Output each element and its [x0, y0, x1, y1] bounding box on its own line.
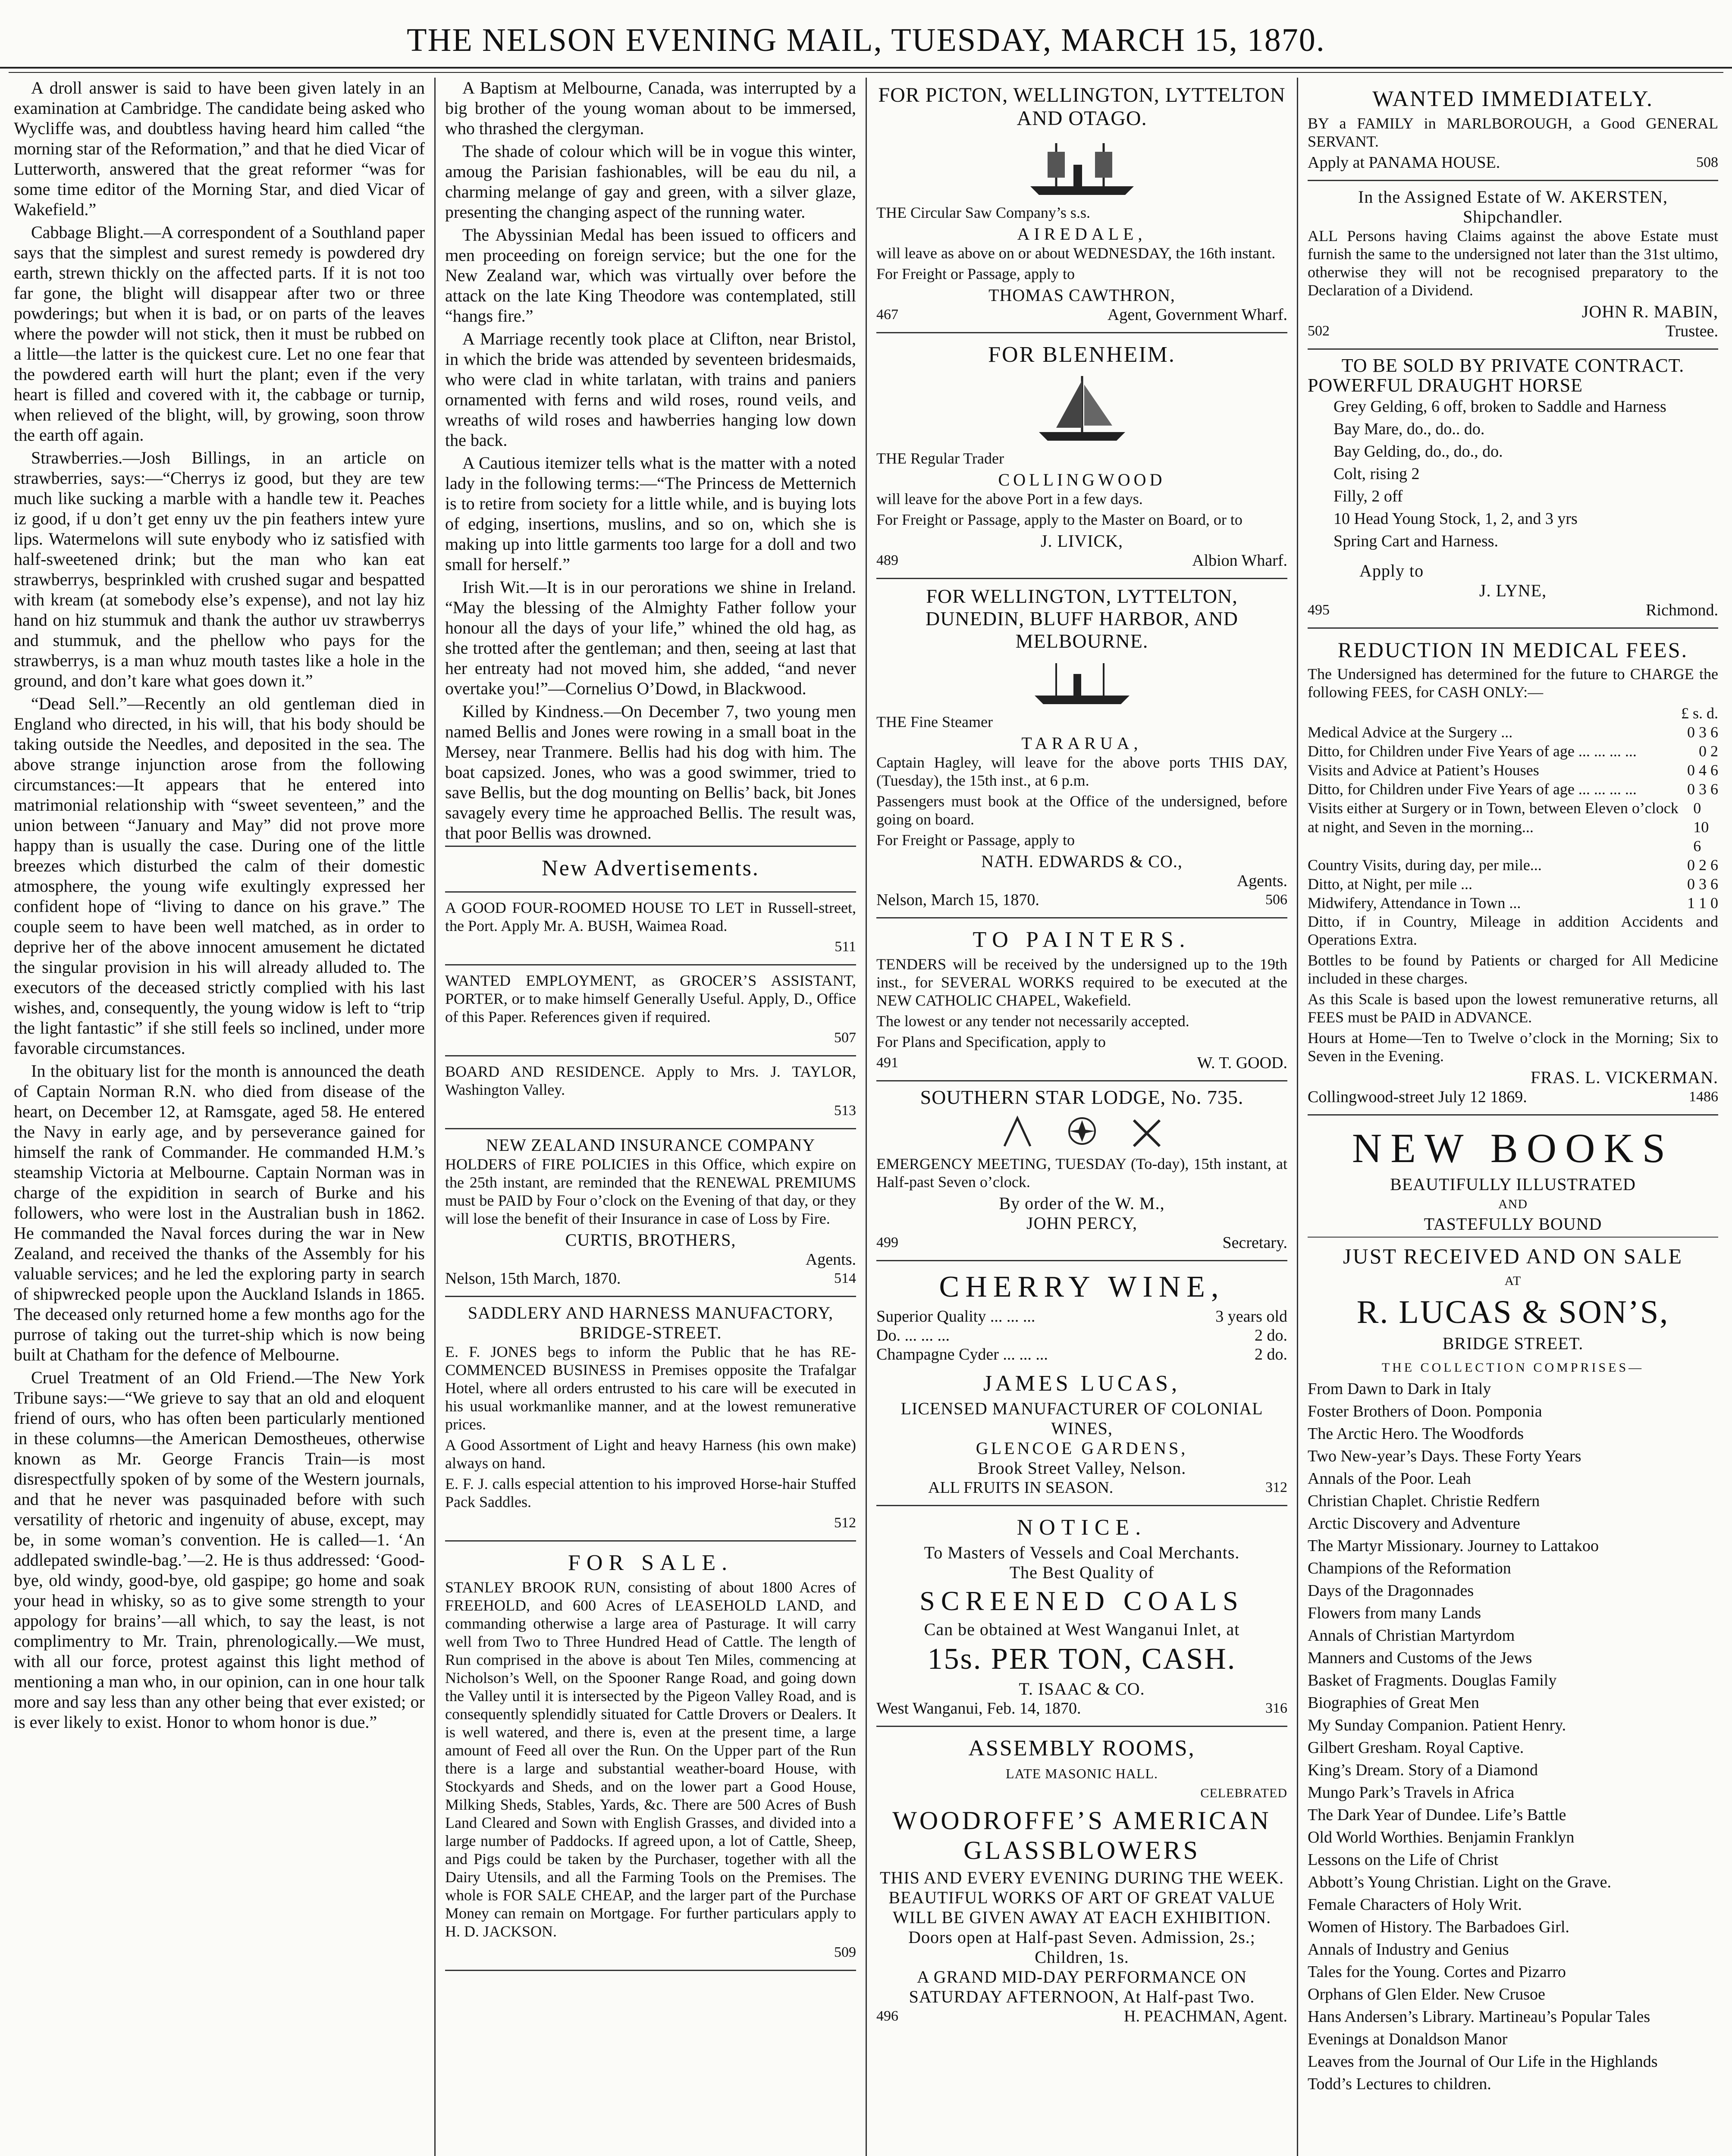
ad-employment-ref: 507 — [834, 1030, 856, 1046]
fee-value: 1 1 0 — [1687, 894, 1718, 912]
article-cruel-treatment: Cruel Treatment of an Old Friend.—The New York Tribune says:—“We grieve to say that an old and eloquent friend of ours, who has often been particularly mentioned in these columns—the American Demostheues, otherwise known as Mr. George Francis Train—is most disrespectfully spoken of by some of the Western journals, and that he never was pasquinaded before with such versatility of rhetoric and ingenuity of abuse, except, may be, in some woman’s convention. He is called—1. ‘An addlepated swindle-bag.’—2. He is thus addressed: ‘Good-bye, old windy, good-bye, old gaspipe; go home and soak your head in whisky, so as to give some strength to your appology for brains’—all which, to say the least, is not complimentry to Mr. Train, phrenologically.—We must, with all our force, protest against this light method of mentioning a man who, in our opinion, can in one hour talk more and say less than any other being that ever existed; or is ever likely to exist. Honor to whom honor is due.” — [14, 1368, 425, 1732]
ad-saddlery-ref: 512 — [834, 1515, 856, 1531]
ad-books-and: AND — [1498, 1197, 1528, 1211]
ad-wellington-sign: NATH. EDWARDS & CO., — [981, 852, 1183, 871]
ad-wellington-ref: 506 — [1265, 892, 1287, 908]
ad-saddlery-title: SADDLERY AND HARNESS MANUFACTORY, BRIDGE-STREET. — [468, 1303, 834, 1342]
ad-lodge-body: EMERGENCY MEETING, TUESDAY (To-day), 15th instant, at Half-past Seven o’clock. — [876, 1155, 1287, 1191]
ad-estate-body: ALL Persons having Claims against the above Estate must furnish the same to the undersigned not later than the 31st ultimo, otherwise they will not be recognised preparatory to the Declaration of a Dividend. — [1308, 227, 1718, 299]
ad-insurance-agents: Agents. — [805, 1250, 856, 1269]
ad-estate-title: In the Assigned Estate of W. AKERSTEN, Shipchandler. — [1358, 187, 1668, 226]
ad-wellington-body1: THE Fine Steamer — [876, 713, 993, 730]
ad-picton-body3: For Freight or Passage, apply to — [876, 265, 1075, 282]
ad-house-ref: 511 — [835, 939, 856, 955]
fee-label: Ditto, for Children under Five Years of age ... ... ... ... — [1308, 743, 1637, 760]
ad-notice-to: To Masters of Vessels and Coal Merchants. — [924, 1543, 1240, 1562]
ad-lodge-sign: JOHN PERCY, — [1026, 1213, 1137, 1233]
ad-lodge-sec: Secretary. — [1222, 1234, 1287, 1252]
list-item: Abbott’s Young Christian. Light on the Grave. — [1308, 1873, 1612, 1891]
list-item: Female Characters of Holy Writ. — [1308, 1896, 1522, 1914]
ad-private-ref: 495 — [1308, 602, 1330, 618]
ad-estate-ref: 502 — [1308, 323, 1330, 339]
list-item: Lessons on the Life of Christ — [1308, 1851, 1499, 1869]
ad-notice-body: Can be obtained at West Wanganui Inlet, at — [924, 1620, 1240, 1639]
ad-lodge-order: By order of the W. M., — [999, 1194, 1165, 1213]
masonic-emblem-icon — [992, 1112, 1173, 1150]
ad-assembly-doors: Doors open at Half-past Seven. Admission, 2s.; Children, 1s. — [908, 1927, 1255, 1967]
ad-wanted — [1308, 78, 1718, 181]
ad-lucas-sub: LICENSED MANUFACTURER OF COLONIAL WINES, — [901, 1399, 1263, 1438]
list-item: Bay Gelding, do., do., do. — [1334, 442, 1503, 461]
ad-books-received: JUST RECEIVED AND ON SALE — [1308, 1237, 1718, 1269]
article-captain-norman: In the obituary list for the month is announced the death of Captain Norman R.N. who died from disease of the heart, on December 12, at Ramsgate, aged 58. He entered the Navy in early age, and by perseverance gained for himself the rank of Commander. He commanded H.M.’s steamship Victoria at Melbourne. Captain Norman was in charge of the expidition in search of Burke and his followers, who were lost in the Australian bush in 1862. He commanded the Naval forces during the war in New Zealand, and received the thanks of the Assembly for his valuable services; and he led the exploring party in search of shipwrecked people upon the Auckland Islands in 1865. The deceased only returned home a few months ago for the purrose of taking out the turret-ship which is now being built at Chatham for the defence of Melbourne. — [14, 1061, 425, 1364]
list-item: Grey Gelding, 6 off, broken to Saddle and Harness — [1334, 398, 1666, 416]
ad-house-text: A GOOD FOUR-ROOMED HOUSE TO LET in Russell-street, the Port. Apply Mr. A. BUSH, Waimea Road. — [445, 899, 856, 934]
ad-notice-sign: T. ISAAC & CO. — [1019, 1679, 1145, 1698]
fee-row — [1308, 780, 1718, 799]
fee-value: 0 3 6 — [1687, 780, 1718, 798]
ad-insurance-ref: 514 — [834, 1270, 856, 1286]
ad-for-sale-ref: 509 — [834, 1944, 856, 1960]
ad-fees-addr: Collingwood-street July 12 1869. — [1308, 1088, 1527, 1106]
ad-books-sub2: TASTEFULLY BOUND — [1424, 1214, 1602, 1234]
ad-assembly-celebrated: CELEBRATED — [1200, 1786, 1287, 1800]
masthead-title: THE NELSON EVENING MAIL, TUESDAY, MARCH 15, 1870. — [407, 22, 1325, 58]
ad-assembly-mid: A GRAND MID-DAY PERFORMANCE ON SATURDAY AFTERNOON, At Half-past Two. — [909, 1967, 1255, 2006]
ad-assembly-sign: H. PEACHMAN, Agent. — [1124, 2007, 1287, 2025]
fee-label: Country Visits, during day, per mile... — [1308, 856, 1542, 874]
list-item: Evenings at Donaldson Manor — [1308, 2030, 1508, 2048]
ad-wellington-agents: Agents. — [1236, 872, 1287, 890]
list-item: Flowers from many Lands — [1308, 1604, 1481, 1622]
private-items — [1308, 395, 1718, 552]
article-strawberries: Strawberries.—Josh Billings, in an article on strawberries, says:—“Cherrys iz good, but they are tew much like sucking a marble with a handle tew it. Peaches iz good, if u don’t get enny uv the pin feathers intew yure lips. Watermelons will sute enybody who iz satisfied with half-sweetened drink; but the man who kan eat strawberrys, besprinkled with crushed sugar and bespatted with kream (at somebody else’s expense), and not lay hiz hand on hiz stummuk and thank the author uv strawberrys and stummuk, and the phellow who pays for the strawberrys, is a man whuz mouth tastes like a hole in the ground, and don’t kare what goes down it.” — [14, 448, 425, 690]
fee-label: Midwifery, Attendance in Town ... — [1308, 894, 1521, 912]
ad-assembly-ref: 496 — [876, 2008, 898, 2024]
ad-private-title: TO BE SOLD BY PRIVATE CONTRACT. — [1341, 355, 1685, 376]
ad-painters-title: TO PAINTERS. — [973, 928, 1191, 952]
list-item: Hans Andersen’s Library. Martineau’s Popular Tales — [1308, 2008, 1650, 2026]
fee-label: Ditto, at Night, per mile ... — [1308, 875, 1472, 893]
cherry-row-value: 3 years old — [1215, 1307, 1287, 1326]
list-item: Two New-year’s Days. These Forty Years — [1308, 1447, 1581, 1465]
ad-board-ref: 513 — [834, 1103, 856, 1119]
ad-estate-role: Trustee. — [1665, 322, 1718, 340]
ad-painters — [876, 918, 1287, 1081]
ad-picton-ship: AIREDALE, — [1017, 224, 1147, 244]
ad-blenheim-ship: COLLINGWOOD — [998, 470, 1166, 489]
cherry-row-value: 2 do. — [1255, 1345, 1287, 1363]
new-ads-title: New Advertisements. — [542, 856, 759, 881]
ad-picton — [876, 78, 1287, 333]
fee-row — [1308, 856, 1718, 874]
ad-lucas-gardens: GLENCOE GARDENS, — [976, 1438, 1188, 1458]
ad-wellington-title: FOR WELLINGTON, LYTTELTON, DUNEDIN, BLUFF HARBOR, AND MELBOURNE. — [925, 585, 1238, 652]
ad-blenheim-sign: J. LIVICK, — [1040, 531, 1123, 551]
ad-blenheim — [876, 333, 1287, 579]
ad-fees-ref: 1486 — [1689, 1089, 1718, 1105]
list-item: Leaves from the Journal of Our Life in the Highlands — [1308, 2053, 1658, 2071]
ad-cherry-title: CHERRY WINE, — [939, 1270, 1225, 1304]
ad-wanted-body: BY a FAMILY in MARLBOROUGH, a Good GENERAL SERVANT. — [1308, 115, 1718, 150]
list-item: The Dark Year of Dundee. Life’s Battle — [1308, 1806, 1566, 1824]
ad-books-collection: THE COLLECTION COMPRISES— — [1381, 1360, 1644, 1375]
ad-employment — [445, 965, 856, 1056]
ad-painters-sign: W. T. GOOD. — [1197, 1054, 1287, 1072]
fee-value: 0 4 6 — [1687, 761, 1718, 779]
ad-picton-sign: THOMAS CAWTHRON, — [988, 285, 1175, 305]
fee-row — [1308, 874, 1718, 893]
masthead-rule — [9, 72, 1723, 73]
cherry-row-label: Do. ... ... ... — [876, 1326, 950, 1344]
ad-private-contract — [1308, 350, 1718, 629]
list-item: Basket of Fragments. Douglas Family — [1308, 1671, 1557, 1689]
ad-notice-title: NOTICE. — [1017, 1515, 1147, 1540]
cherry-row-value: 2 do. — [1255, 1326, 1287, 1344]
ad-board — [445, 1056, 856, 1129]
list-item: From Dawn to Dark in Italy — [1308, 1380, 1491, 1398]
sailing-ship-icon — [1030, 372, 1134, 445]
ad-books-sub1: BEAUTIFULLY ILLUSTRATED — [1390, 1175, 1636, 1194]
ad-lodge — [876, 1081, 1287, 1261]
ad-picton-body1: THE Circular Saw Company’s s.s. — [876, 204, 1090, 221]
ad-books-at: AT — [1504, 1274, 1522, 1288]
list-item: Annals of Christian Martyrdom — [1308, 1626, 1515, 1645]
ad-cherry-wine — [876, 1261, 1287, 1506]
list-item: Bay Mare, do., do.. do. — [1334, 420, 1485, 438]
steamer-icon — [1030, 657, 1134, 708]
ad-assembly-week: THIS AND EVERY EVENING DURING THE WEEK. — [879, 1868, 1284, 1887]
article-cabbage-blight: Cabbage Blight.—A correspondent of a Southland paper says that the simplest and surest remedy is powdered dry earth, strewn thickly on the affected parts. If it is not too far gone, the blight will disappear after two or three powderings; but when it is bad, or on parts of the leaves where the powder will not stick, then it must be rubbed on a little—the latter is the quickest cure. Let no one fear that the powdered earth will hurt the plant; even if the very heart is filled and covered with it, the cabbage or turnip, when relieved of the blight, will, by growing, soon throw the earth off again. — [14, 222, 425, 445]
ad-picton-title: FOR PICTON, WELLINGTON, LYTTELTON AND OTAGO. — [878, 84, 1286, 130]
cherry-row — [876, 1326, 1287, 1345]
list-item: Manners and Customs of the Jews — [1308, 1649, 1532, 1667]
fee-row — [1308, 742, 1718, 761]
column-2 — [436, 78, 867, 2156]
article-wycliffe: A droll answer is said to have been given lately in an examination at Cambridge. The candidate being asked who Wycliffe was, and doubtless having heard him called “the morning star of the Reformation,” and that he died Vicar of Lutterworth, answered that the great reformer “was for some time editor of the Morning Star, and died Vicar of Wakefield.” — [14, 78, 425, 219]
ad-wanted-ref: 508 — [1696, 154, 1718, 170]
ad-fees-hours: Hours at Home—Ten to Twelve o’clock in the Morning; Six to Seven in the Evening. — [1308, 1029, 1718, 1065]
ad-picton-body2: will leave as above on or about WEDNESDAY, the 16th instant. — [876, 244, 1276, 262]
ad-private-apply: Apply to — [1359, 561, 1424, 580]
ad-blenheim-ref: 489 — [876, 552, 898, 568]
article-killed-by-kindness: Killed by Kindness.—On December 7, two young men named Bellis and Jones were rowing in a small boat in the Mersey, near Tranmere. Bellis had his dog with him. The boat capsized. Jones, who was a good swimmer, tried to save Bellis, but the dog mounting on Bellis’ back, bit Jones savagely every time he approached Bellis. The result was, that poor Bellis was drowned. — [445, 702, 856, 843]
ad-picton-ref: 467 — [876, 307, 898, 323]
fee-row — [1308, 761, 1718, 780]
ad-lucas-name: JAMES LUCAS, — [983, 1371, 1181, 1396]
ad-notice-best: The Best Quality of — [1009, 1563, 1155, 1582]
column-3 — [867, 78, 1298, 2156]
article-marriage: A Marriage recently took place at Clifton, near Bristol, in which the bride was attended by seventeen bridesmaids, who were clad in white tarlatan, with trains and paniers ornamented with ferns and wild roses, round veils, and wreaths of wild roses and hawberries hanging low down the back. — [445, 329, 856, 450]
ad-insurance-title: NEW ZEALAND INSURANCE COMPANY — [486, 1135, 816, 1155]
list-item: Women of History. The Barbadoes Girl. — [1308, 1918, 1569, 1936]
ad-for-sale-title: FOR SALE. — [568, 1551, 734, 1575]
ad-saddlery-body3: E. F. J. calls especial attention to his improved Horse-hair Stuffed Pack Saddles. — [445, 1475, 856, 1510]
article-irish-wit: Irish Wit.—It is in our perorations we shine in Ireland. “May the blessing of the Almighty Father follow your honour all the days of your life,” whined the old hag, as she trotted after the gentleman; and then, seeing at last that her entreaty had not moved him, she added, “and never overtake you!”—Cornelius O’Dowd, in Blackwood. — [445, 577, 856, 698]
ad-blenheim-body2: will leave for the above Port in a few days. — [876, 490, 1143, 508]
ad-assembly-works: BEAUTIFUL WORKS OF ART OF GREAT VALUE WILL BE GIVEN AWAY AT EACH EXHIBITION. — [888, 1888, 1275, 1927]
ad-blenheim-body1: THE Regular Trader — [876, 450, 1004, 467]
list-item: The Martyr Missionary. Journey to Lattakoo — [1308, 1537, 1599, 1555]
ad-lucas-fruits: ALL FRUITS IN SEASON. — [928, 1479, 1114, 1497]
new-ads-header — [445, 846, 856, 893]
ad-wellington-body3: Passengers must book at the Office of the undersigned, before going on board. — [876, 793, 1287, 828]
list-item: Days of the Dragonnades — [1308, 1582, 1474, 1600]
ad-assembly-name: WOODROFFE’S AMERICAN GLASSBLOWERS — [892, 1806, 1271, 1865]
list-item: Old World Worthies. Benjamin Franklyn — [1308, 1828, 1575, 1846]
ad-for-sale — [445, 1542, 856, 1971]
ad-fees-bottles: Bottles to be found by Patients or charged for All Medicine included in these charges. — [1308, 952, 1718, 987]
steamship-icon — [1022, 135, 1142, 199]
fees-header: £ s. d. — [1681, 705, 1718, 722]
fee-value: 0 2 6 — [1687, 856, 1718, 874]
ad-lodge-ref: 499 — [876, 1235, 898, 1250]
ad-notice-date: West Wanganui, Feb. 14, 1870. — [876, 1699, 1081, 1717]
ad-insurance-body: HOLDERS of FIRE POLICIES in this Office, which expire on the 25th instant, are reminded that the RENEWAL PREMIUMS must be PAID by Four o’clock on the Evening of that day, or they will lose the benefit of their Insurance in case of Loss by Fire. — [445, 1156, 856, 1227]
column-1 — [4, 78, 436, 2156]
ad-medical-fees — [1308, 629, 1718, 1116]
ad-notice-coals: SCREENED COALS — [919, 1586, 1244, 1616]
ad-private-sign: J. LYNE, — [1479, 581, 1547, 600]
masthead — [0, 22, 1732, 69]
ad-board-text: BOARD AND RESIDENCE. Apply to Mrs. J. TAYLOR, Washington Valley. — [445, 1063, 856, 1098]
article-dead-sell: “Dead Sell.”—Recently an old gentleman died in England who directed, in his will, that his body should be taking outside the Needles, and deposited in the sea. The above strange injunction arose from the following circumstances:—It appears that he entered into matrimonial relationship with “sweet seventeen,” and the union between “January and May” did not prove more happy than is usually the case. During one of the little breezes which disturbed the calm of their domestic atmosphere, the young wife exultingly expressed her confident hope of “living to dance on his grave.” The couple seem to have been well matched, as in order to deprive her of the above innocent amusement he dictated the singular provision in his will already alluded to. The executors of the deceased strictly complied with his last wishes, and, consequently, the young widow is left to “trip the light fantastic” if she still feels so inclined, under more favorable circumstances. — [14, 694, 425, 1058]
ad-picton-agent: Agent, Government Wharf. — [1107, 306, 1287, 324]
ad-blenheim-title: FOR BLENHEIM. — [988, 342, 1176, 367]
ad-fees-intro: The Undersigned has determined for the future to CHARGE the following FEES, for CASH ONLY:— — [1308, 665, 1718, 701]
article-medal: The Abyssinian Medal has been issued to officers and men proceeding on foreign service; but the one for the New Zealand war, which was virtually over before the attack on the late King Theodore was contemplated, still “hangs fire.” — [445, 225, 856, 326]
ad-insurance-sign: CURTIS, BROTHERS, — [565, 1230, 736, 1250]
ad-fees-title: REDUCTION IN MEDICAL FEES. — [1337, 638, 1688, 662]
list-item: Orphans of Glen Elder. New Crusoe — [1308, 1985, 1545, 2003]
list-item: 10 Head Young Stock, 1, 2, and 3 yrs — [1334, 510, 1578, 528]
list-item: Biographies of Great Men — [1308, 1694, 1479, 1712]
article-baptism: A Baptism at Melbourne, Canada, was interrupted by a big brother of the young woman about to be immersed, who thrashed the clergyman. — [445, 78, 856, 138]
list-item: Colt, rising 2 — [1334, 465, 1420, 483]
fee-row — [1308, 723, 1718, 742]
ad-saddlery — [445, 1297, 856, 1542]
ad-private-place: Richmond. — [1646, 601, 1718, 619]
ad-painters-body: TENDERS will be received by the undersigned up to the 19th inst., for SEVERAL WORKS required to be executed at the NEW CATHOLIC CHAPEL, Wakefield. — [876, 956, 1287, 1009]
list-item: Foster Brothers of Doon. Pomponia — [1308, 1402, 1542, 1420]
ad-books-shop: R. LUCAS & SON’S, — [1356, 1294, 1669, 1330]
ad-lucas-addr: Brook Street Valley, Nelson. — [977, 1458, 1186, 1478]
ad-wellington-ship: TARARUA, — [1021, 733, 1142, 753]
list-item: Filly, 2 off — [1334, 487, 1403, 505]
ad-house-to-let — [445, 893, 856, 965]
ad-for-sale-body: STANLEY BROOK RUN, consisting of about 1800 Acres of FREEHOLD, and 600 Acres of LEASEHOLD LAND, and commanding otherwise a large area of Pasturage. It will carry well from Two to Three Hundred Head of Cattle. The length of Run comprised in the above is about Ten Miles, commencing at Nicholson’s Well, on the Spooner Range Road, and going down the Valley until it is intersected by the Pigeon Valley Road, and is consequently splendidly situated for Cattle Drovers or Dealers. It is well watered, and there is, even at the present time, a large amount of Feed all over the Run. On the Upper part of the Run there is a large and substantial weather-board House, with Stockyards and Sheds, and on the lower part a Good House, Milking Sheds, Stables, Yards, &c. There are 500 Acres of Bush Land Cleared and Sown with English Grasses, and divided into a large number of Paddocks. If agreed upon, a lot of Cattle, Sheep, and Pigs could be taken by the Purchaser, together with all the Dairy Utensils, and all the Farming Tools on the Premises. The whole is FOR SALE CHEAP, and the larger part of the Purchase Money can remain on Mortgage. For further particulars apply to H. D. JACKSON. — [445, 1579, 856, 1940]
fee-label: Visits and Advice at Patient’s Houses — [1308, 761, 1539, 779]
ad-wanted-apply: Apply at PANAMA HOUSE. — [1308, 154, 1500, 172]
ad-lodge-title: SOUTHERN STAR LODGE, No. 735. — [920, 1086, 1244, 1108]
list-item: Champions of the Reformation — [1308, 1559, 1511, 1577]
list-item: Annals of the Poor. Leah — [1308, 1470, 1471, 1488]
ad-insurance — [445, 1129, 856, 1297]
ad-lucas-ref: 312 — [1265, 1479, 1287, 1495]
list-item: My Sunday Companion. Patient Henry. — [1308, 1716, 1566, 1734]
ad-blenheim-place: Albion Wharf. — [1192, 552, 1287, 570]
list-item: Tales for the Young. Cortes and Pizarro — [1308, 1963, 1566, 1981]
ad-books-title: NEW BOOKS — [1352, 1125, 1674, 1171]
fee-value: 0 2 — [1699, 743, 1718, 760]
fee-value: 0 3 6 — [1687, 875, 1718, 893]
list-item: Gilbert Gresham. Royal Captive. — [1308, 1739, 1524, 1757]
cherry-row-label: Champagne Cyder ... ... ... — [876, 1345, 1048, 1363]
ad-wellington-date: Nelson, March 15, 1870. — [876, 891, 1039, 909]
list-item: Spring Cart and Harness. — [1334, 532, 1499, 550]
list-item: Todd’s Lectures to children. — [1308, 2075, 1491, 2093]
fee-value: 0 3 6 — [1687, 724, 1718, 741]
ad-painters-body3: For Plans and Specification, apply to — [876, 1033, 1106, 1050]
article-itemizer: A Cautious itemizer tells what is the matter with a noted lady in the following terms:—“The Princess de Metternich is to retire from society for a little while, and is buying lots of edging, insertions, muslins, and so on, which she is making up into little garments too large for a doll and two small for herself.” — [445, 453, 856, 574]
ad-fees-scale: As this Scale is based upon the lowest remunerative returns, all FEES must be PAID in ADVANCE. — [1308, 990, 1718, 1026]
ad-assembly — [876, 1727, 1287, 2034]
ad-wellington-body2: Captain Hagley, will leave for the above ports THIS DAY, (Tuesday), the 15th inst., at 6 p.m. — [876, 754, 1287, 789]
ad-notice-price: 15s. PER TON, CASH. — [927, 1642, 1236, 1676]
cherry-row — [876, 1345, 1287, 1364]
ad-fees-extra: Ditto, if in Country, Mileage in addition Accidents and Operations Extra. — [1308, 913, 1718, 948]
ad-estate — [1308, 181, 1718, 350]
list-item: King’s Dream. Story of a Diamond — [1308, 1761, 1538, 1779]
fee-row — [1308, 799, 1718, 856]
fee-label: Medical Advice at the Surgery ... — [1308, 724, 1513, 741]
ad-fees-sign: FRAS. L. VICKERMAN. — [1531, 1068, 1718, 1087]
article-colour: The shade of colour which will be in vogue this winter, amoug the Parisian fashionables, will be eau du nil, a charming melange of gay and green, with a silver glaze, presenting the changing aspect of the running water. — [445, 141, 856, 222]
ad-wellington — [876, 579, 1287, 918]
ad-painters-body2: The lowest or any tender not necessarily accepted. — [876, 1012, 1189, 1030]
ad-employment-text: WANTED EMPLOYMENT, as GROCER’S ASSISTANT, PORTER, or to make himself Generally Useful. Apply, D., Office of this Paper. References given if required. — [445, 972, 856, 1025]
list-item: The Arctic Hero. The Woodfords — [1308, 1425, 1524, 1443]
ad-wanted-title: WANTED IMMEDIATELY. — [1372, 87, 1654, 111]
list-item: Christian Chaplet. Christie Redfern — [1308, 1492, 1540, 1510]
ad-wellington-body4: For Freight or Passage, apply to — [876, 831, 1075, 849]
ad-notice-ref: 316 — [1265, 1700, 1287, 1716]
ad-private-head: POWERFUL DRAUGHT HORSE — [1308, 375, 1583, 396]
fee-row — [1308, 893, 1718, 912]
ad-assembly-sub: LATE MASONIC HALL. — [1005, 1766, 1158, 1781]
ad-assembly-title: ASSEMBLY ROOMS, — [968, 1736, 1195, 1761]
list-item: Annals of Industry and Genius — [1308, 1940, 1509, 1959]
ad-blenheim-body3: For Freight or Passage, apply to the Master on Board, or to — [876, 511, 1243, 528]
ad-insurance-date: Nelson, 15th March, 1870. — [445, 1269, 621, 1288]
books-list — [1308, 1378, 1718, 2095]
column-4 — [1298, 78, 1728, 2156]
list-item: Mungo Park’s Travels in Africa — [1308, 1783, 1515, 1802]
ad-estate-sign: JOHN R. MABIN, — [1581, 302, 1718, 321]
ad-saddlery-body2: A Good Assortment of Light and heavy Harness (his own make) always on hand. — [445, 1436, 856, 1472]
ad-painters-ref: 491 — [876, 1055, 898, 1071]
ad-saddlery-body: E. F. JONES begs to inform the Public that he has RE-COMMENCED BUSINESS in Premises opposite the Trafalgar Hotel, where all orders entrusted to his care will be executed in his usual workmanlike manner, and at the lowest remunerative prices. — [445, 1343, 856, 1433]
fee-label: Ditto, for Children under Five Years of age ... ... ... ... — [1308, 780, 1637, 798]
fee-label: Visits either at Surgery or in Town, between Eleven o’clock at night, and Seven in the morning... — [1308, 799, 1679, 836]
ad-books-street: BRIDGE STREET. — [1442, 1334, 1584, 1353]
cherry-row — [876, 1307, 1287, 1326]
ad-notice — [876, 1506, 1287, 1727]
ad-new-books — [1308, 1116, 1718, 2103]
list-item: Arctic Discovery and Adventure — [1308, 1514, 1520, 1532]
cherry-row-label: Superior Quality ... ... ... — [876, 1307, 1035, 1326]
fee-value: 0 10 6 — [1693, 799, 1709, 855]
